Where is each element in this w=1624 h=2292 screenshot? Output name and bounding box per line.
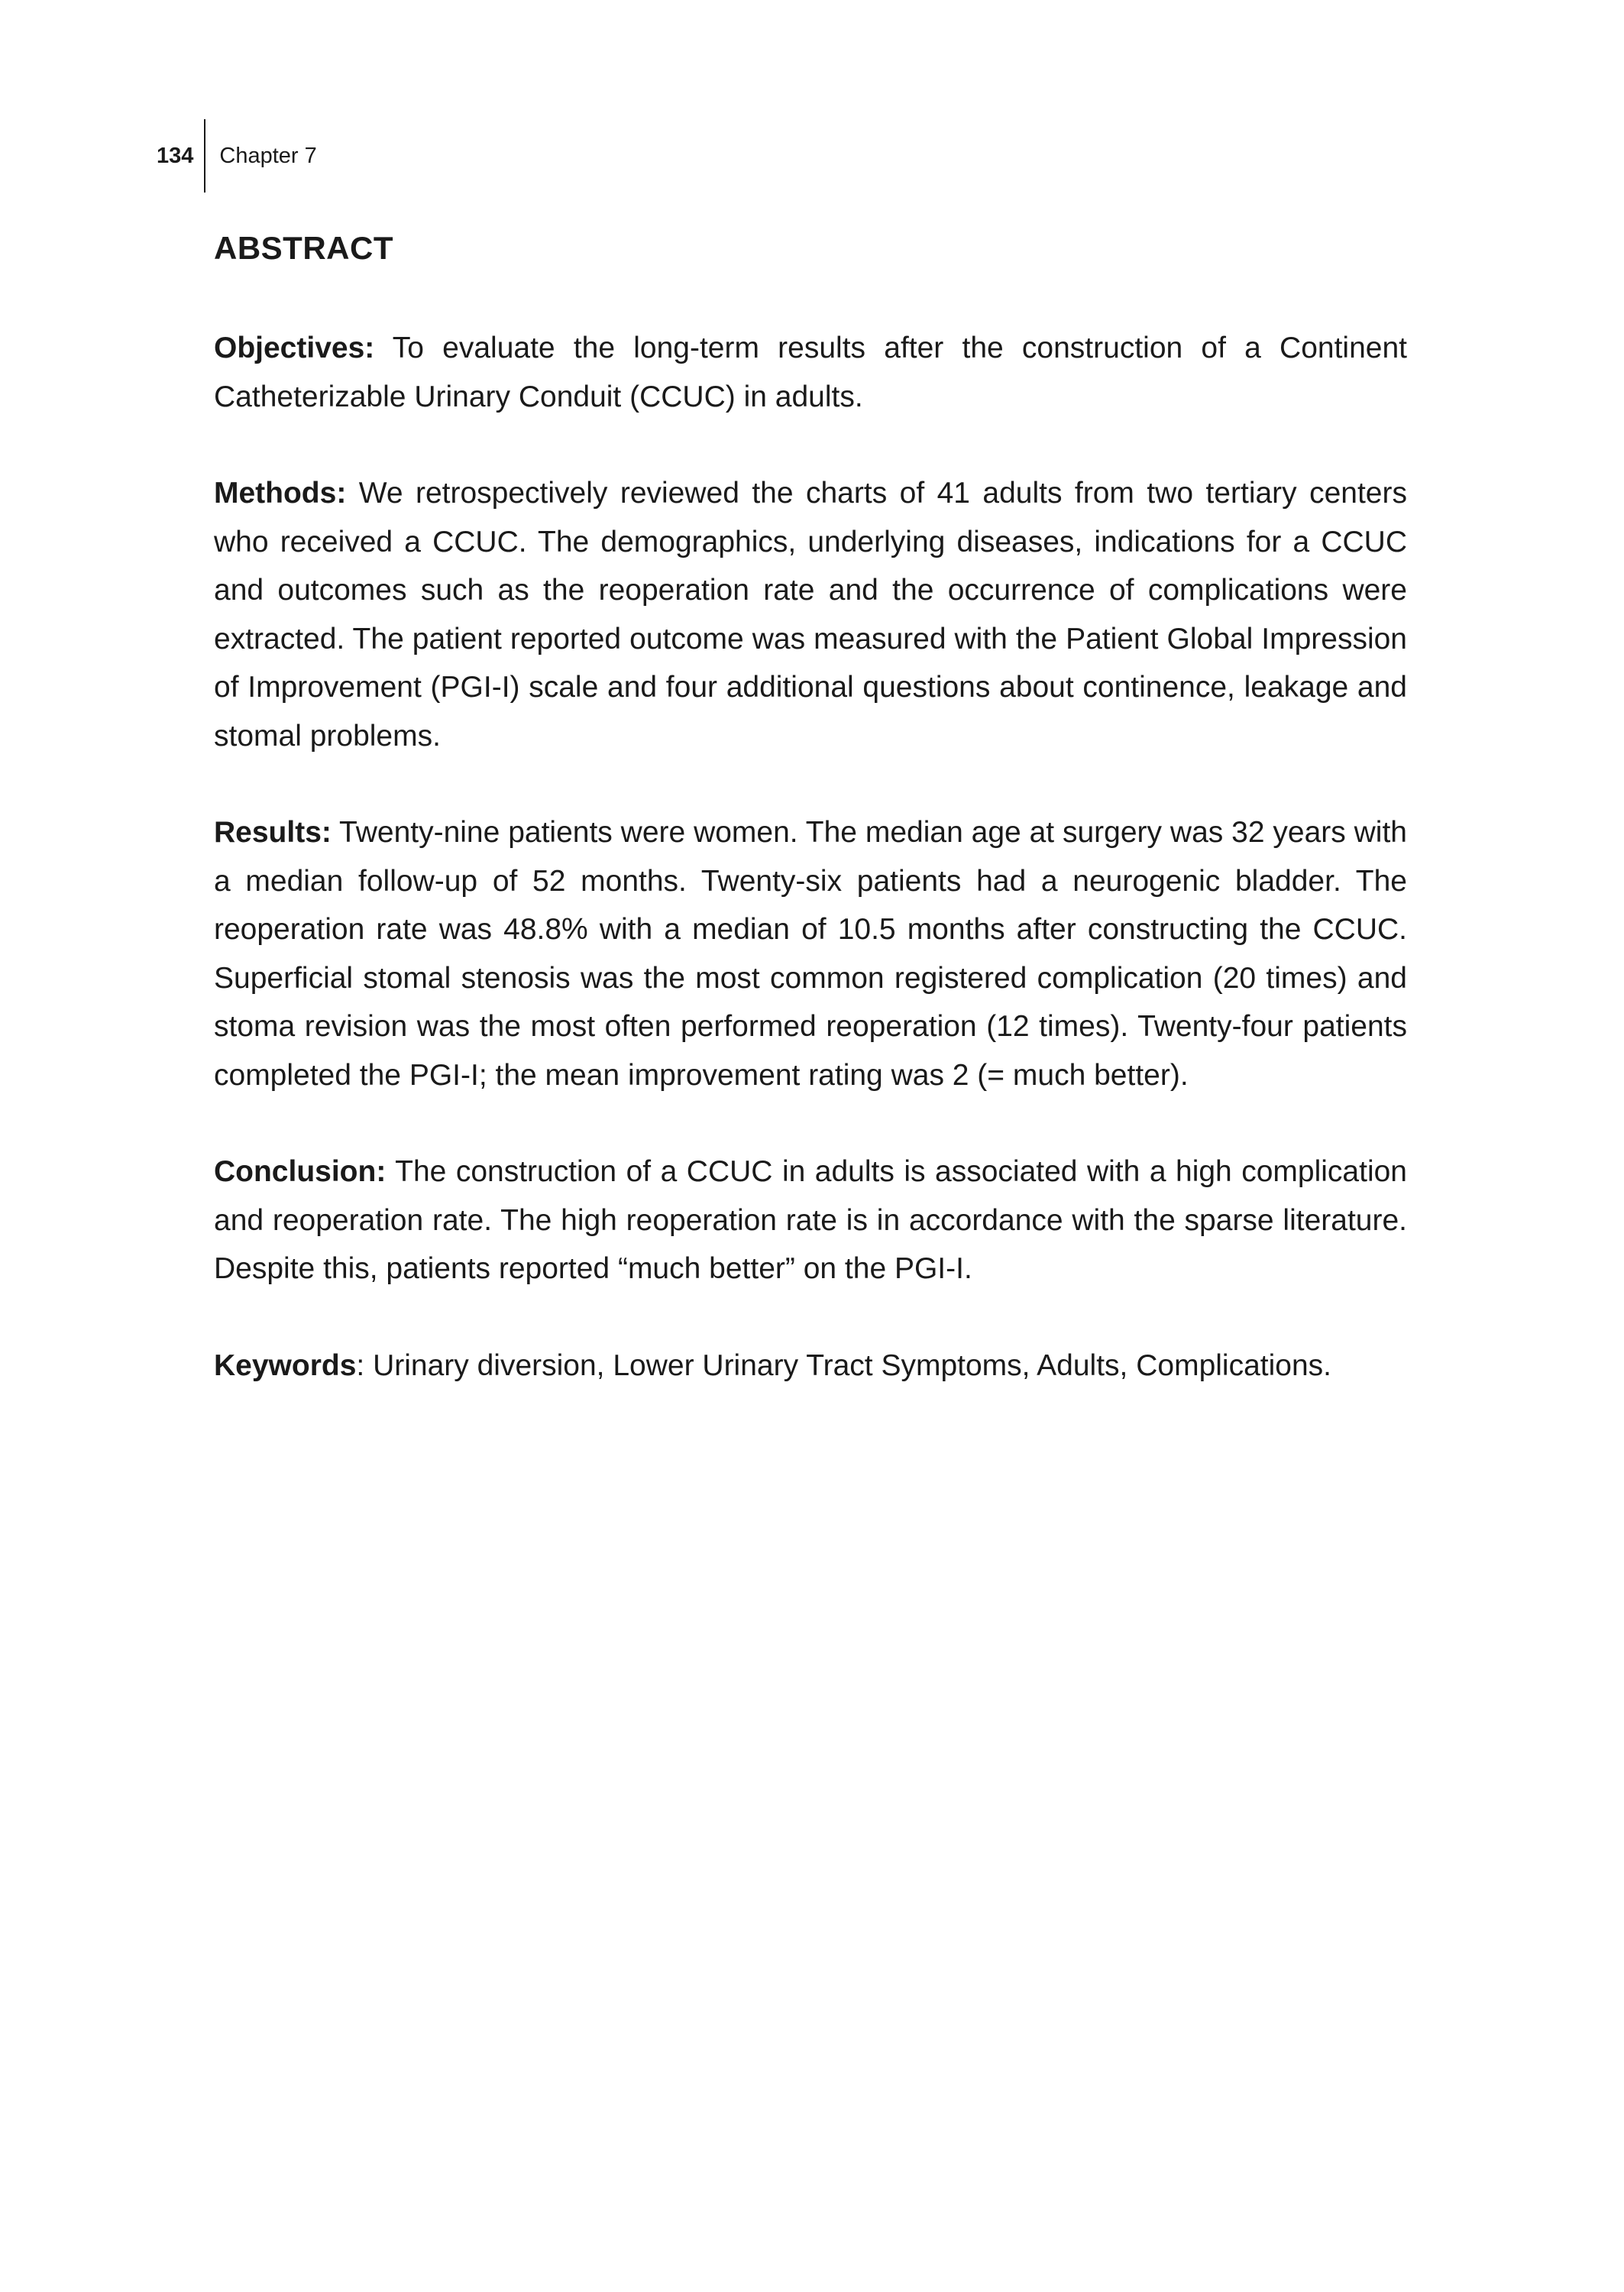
- abstract-section: [214, 229, 1407, 1438]
- results-paragraph: [214, 808, 1407, 1099]
- methods-paragraph: [214, 469, 1407, 760]
- objectives-text: To evaluate the long-term results after the construction of a Continent Catheterizable Urinary Conduit (CCUC) in adults.: [214, 332, 1407, 413]
- keywords-text: : Urinary diversion, Lower Urinary Tract Symptoms, Adults, Complications.: [356, 1348, 1331, 1382]
- results-label: Results:: [214, 816, 332, 850]
- conclusion-paragraph: [214, 1148, 1407, 1293]
- objectives-label: Objectives:: [214, 332, 375, 365]
- abstract-heading: ABSTRACT: [214, 230, 393, 266]
- keywords-label: Keywords: [214, 1348, 357, 1382]
- conclusion-label: Conclusion:: [214, 1155, 387, 1189]
- chapter-label: Chapter 7: [219, 143, 317, 168]
- objectives-paragraph: [214, 324, 1407, 421]
- keywords-paragraph: [214, 1342, 1407, 1390]
- methods-label: Methods:: [214, 477, 347, 510]
- running-head: [157, 119, 317, 193]
- conclusion-text: The construction of a CCUC in adults is associated with a high complication and reoperation rate. The high reoperation rate is in accordance with the sparse literature. Despite this, patients reported “much better” on the PGI-I.: [214, 1155, 1407, 1286]
- page-number: 134: [157, 143, 194, 168]
- results-text: Twenty-nine patients were women. The median age at surgery was 32 years with a median follow-up of 52 months. Twenty-six patients had a neurogenic bladder. The reoperation rate was 48.8% with a median of 10.5 months after constructing the CCUC. Superficial stomal stenosis was the most common registered complication (20 times) and stoma revision was the most often performed reoperation (12 times). Twenty-four patients completed the PGI-I; the mean improvement rating was 2 (= much better).: [214, 816, 1407, 1092]
- methods-text: We retrospectively reviewed the charts of 41 adults from two tertiary centers who received a CCUC. The demographics, underlying diseases, indications for a CCUC and outcomes such as the reoperation rate and the occurrence of complications were extracted. The patient reported outcome was measured with the Patient Global Impression of Improvement (PGI-I) scale and four additional questions about continence, leakage and stomal problems.: [214, 477, 1407, 753]
